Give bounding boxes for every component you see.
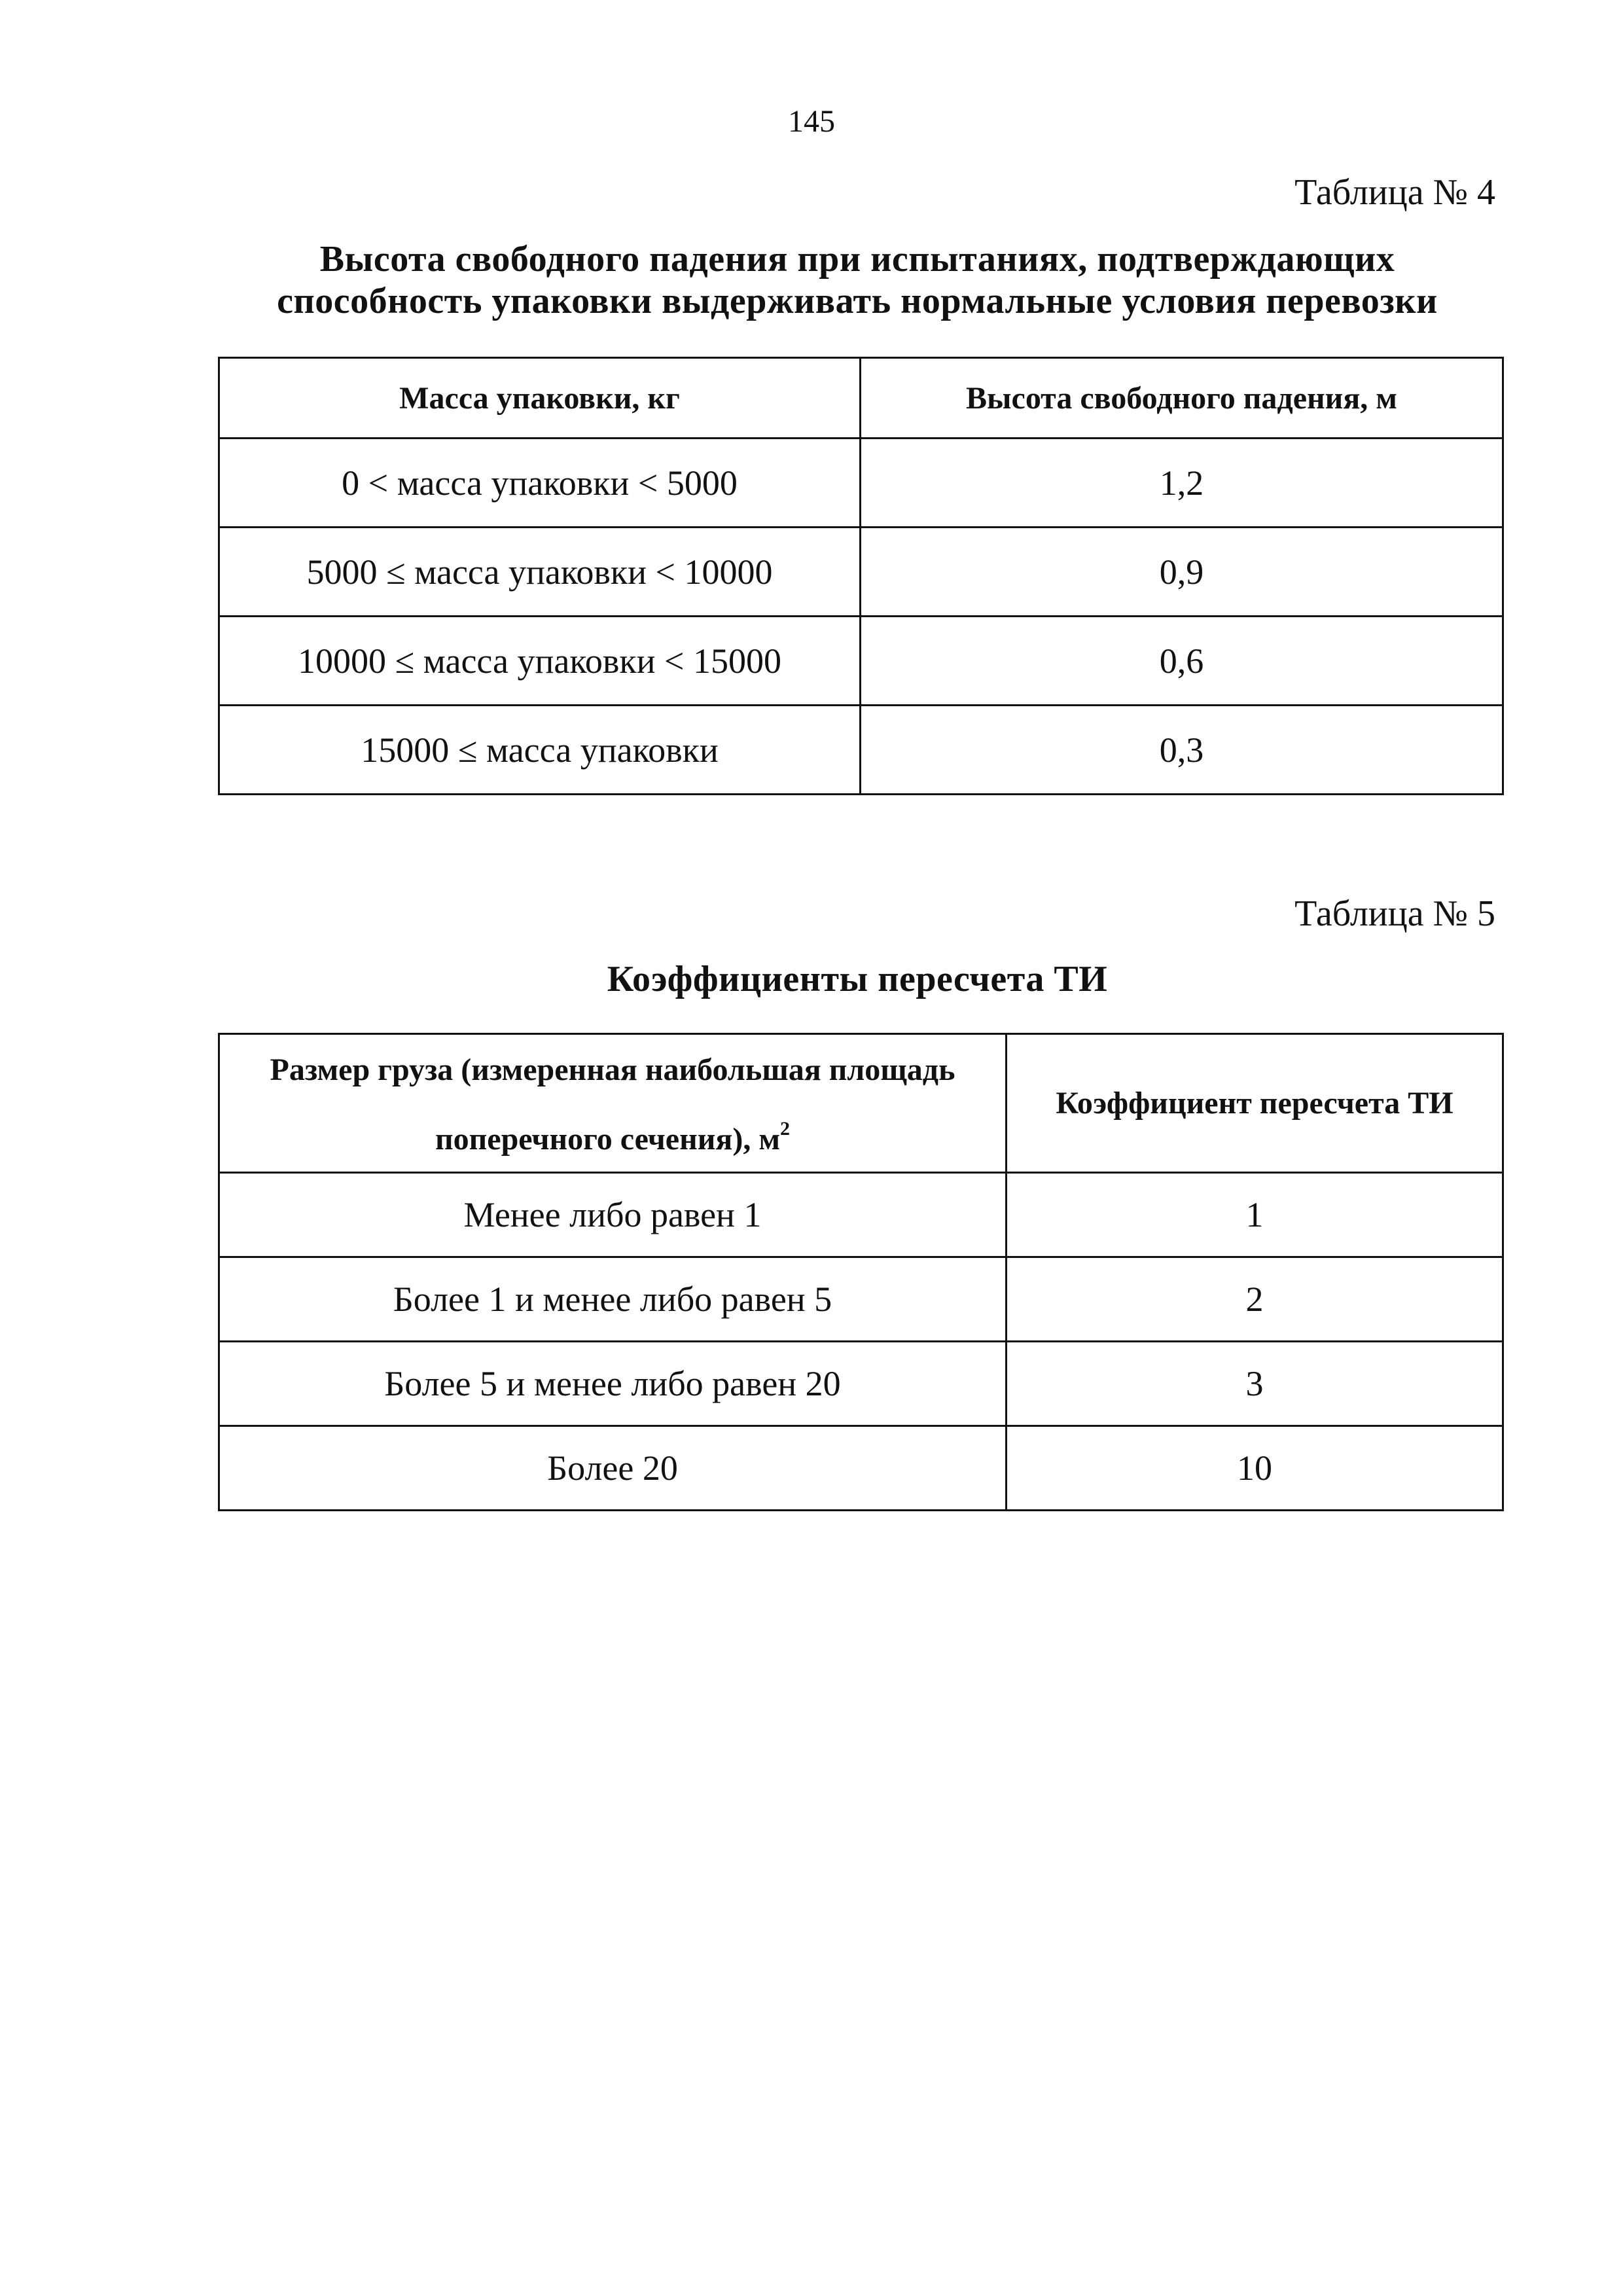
header-cargo-size-line-2 [220,1100,1005,1169]
table-4-label: Таблица № 4 [1294,172,1495,213]
table-row [219,1173,1503,1257]
cell-conversion-factor: 3 [1007,1342,1503,1426]
header-package-mass: Масса упаковки, кг [219,358,861,439]
cell-drop-height: 1,2 [861,439,1503,528]
table-4-title [0,238,1623,322]
cell-package-mass: 5000 ≤ масса упаковки < 10000 [219,528,861,617]
cell-cargo-size: Более 1 и менее либо равен 5 [219,1257,1007,1342]
table-4-title-line-2: способность упаковки выдерживать нормальные условия перевозки [277,281,1438,321]
conversion-factor-table [218,1033,1504,1511]
table-row [219,528,1503,617]
table-5-label: Таблица № 5 [1294,893,1495,934]
header-conversion-factor: Коэффициент пересчета ТИ [1007,1034,1503,1173]
cell-cargo-size: Менее либо равен 1 [219,1173,1007,1257]
table-row [219,1257,1503,1342]
cell-conversion-factor: 2 [1007,1257,1503,1342]
page-number: 145 [788,104,835,139]
table-header-row [219,1034,1503,1173]
cell-cargo-size: Более 5 и менее либо равен 20 [219,1342,1007,1426]
table-row [219,617,1503,706]
cell-drop-height: 0,9 [861,528,1503,617]
cell-package-mass: 15000 ≤ масса упаковки [219,706,861,795]
cell-package-mass: 0 < масса упаковки < 5000 [219,439,861,528]
header-cargo-size [219,1034,1007,1173]
table-row [219,1426,1503,1511]
cell-conversion-factor: 1 [1007,1173,1503,1257]
drop-height-table [218,357,1504,795]
table-row [219,439,1503,528]
cell-drop-height: 0,6 [861,617,1503,706]
table-row [219,706,1503,795]
table-row [219,1342,1503,1426]
cell-conversion-factor: 10 [1007,1426,1503,1511]
table-4-title-line-1: Высота свободного падения при испытаниях, подтверждающих [319,239,1395,279]
cell-drop-height: 0,3 [861,706,1503,795]
header-drop-height: Высота свободного падения, м [861,358,1503,439]
header-cargo-size-text: поперечного сечения), м [435,1121,781,1157]
header-cargo-size-superscript: 2 [780,1117,791,1139]
table-5-title: Коэффициенты пересчета ТИ [607,959,1108,999]
header-cargo-size-line-1: Размер груза (измеренная наибольшая площадь [270,1052,955,1087]
table-header-row [219,358,1503,439]
cell-cargo-size: Более 20 [219,1426,1007,1511]
cell-package-mass: 10000 ≤ масса упаковки < 15000 [219,617,861,706]
